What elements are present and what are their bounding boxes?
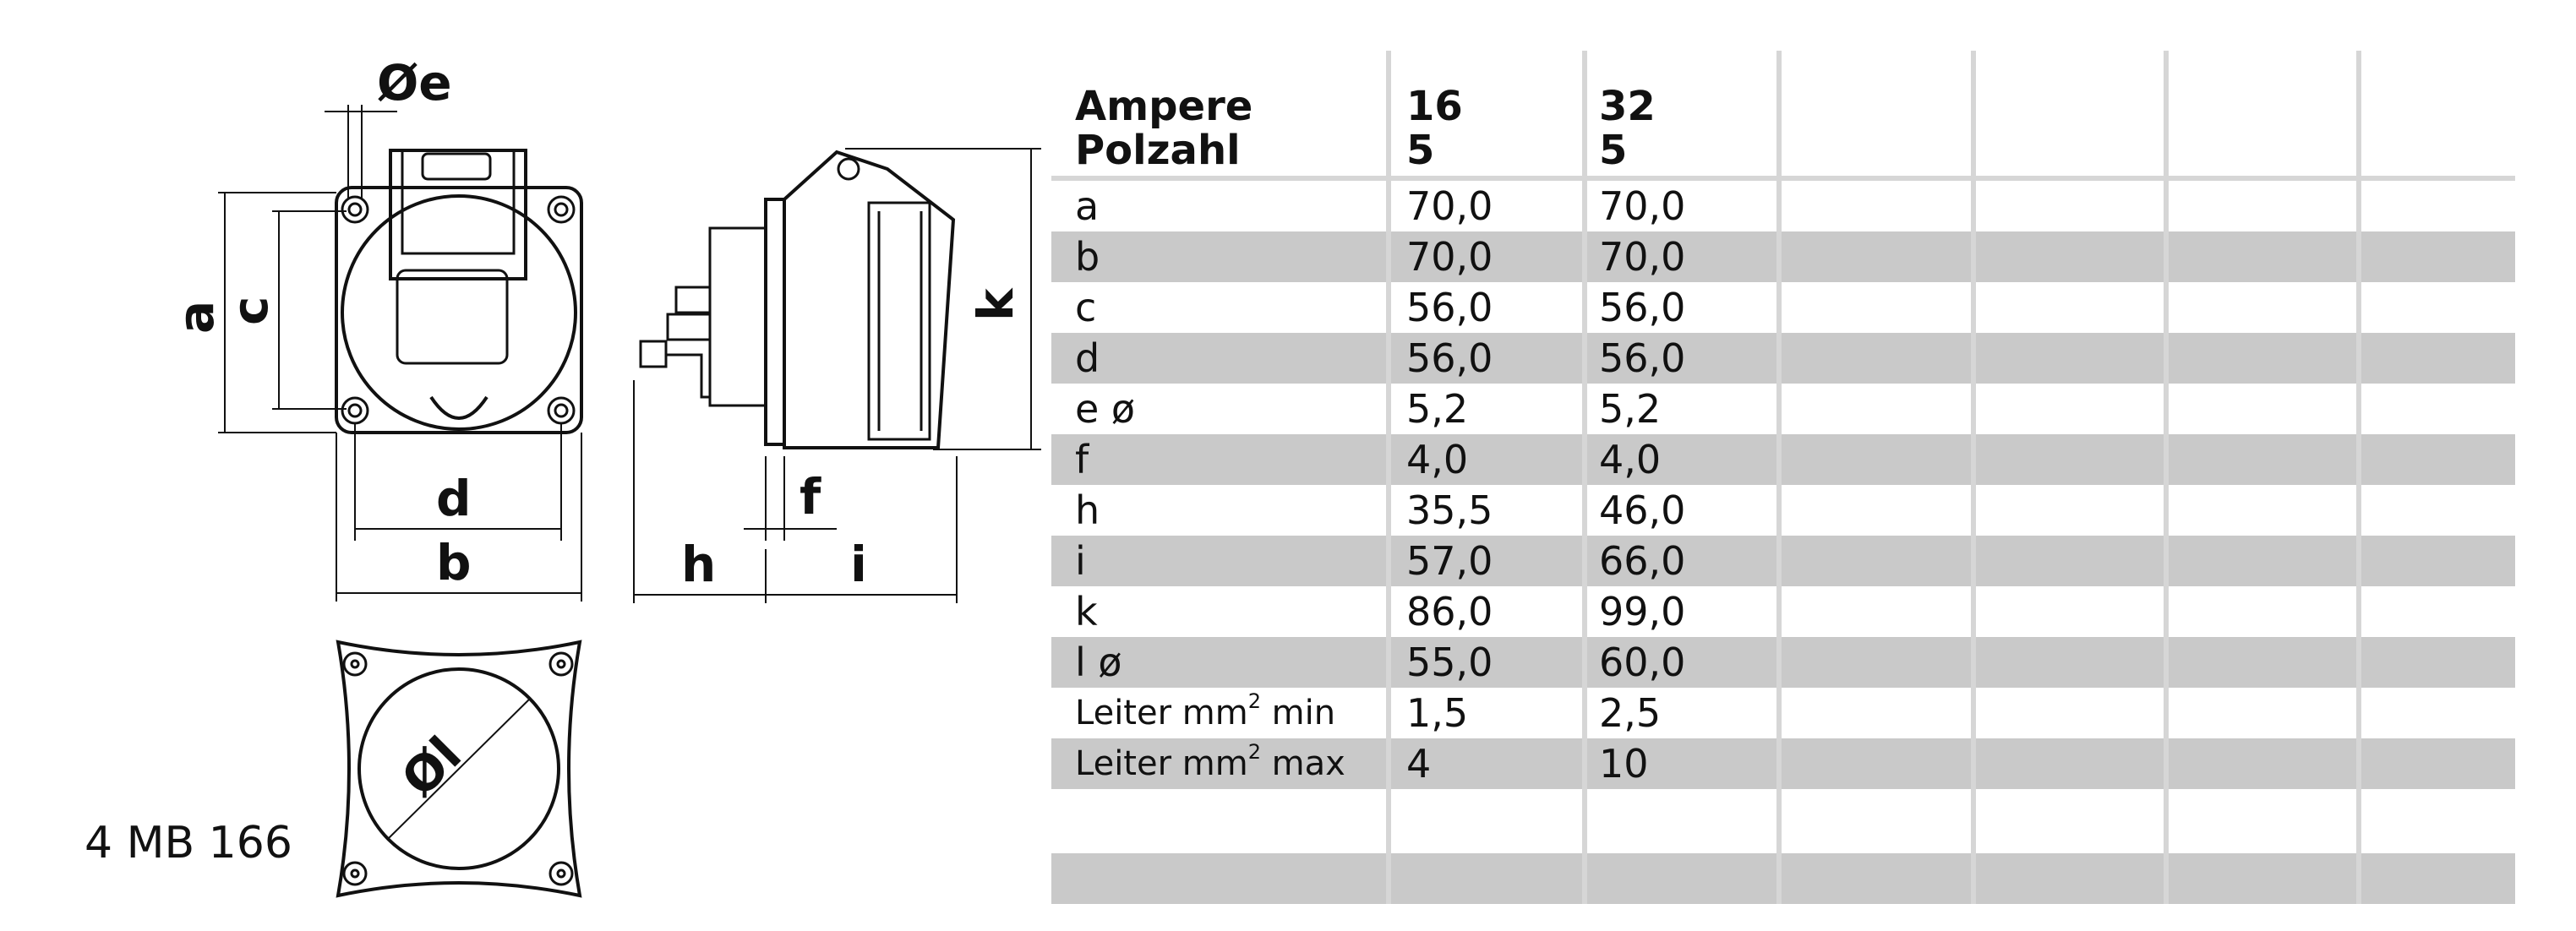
dim-label-a: a <box>167 300 225 334</box>
row-label: i <box>1075 538 1086 584</box>
table-row-leiter-max <box>1051 738 2515 789</box>
table-row-leiter-min <box>1051 688 2515 738</box>
column-divider <box>1386 51 1391 904</box>
row-value-16a: 5,2 <box>1406 386 1469 432</box>
row-label <box>1075 738 1345 789</box>
header-value-2: 32 <box>1599 83 1656 130</box>
technical-drawing <box>0 0 1065 931</box>
table-row <box>1051 637 2515 688</box>
row-label: e ø <box>1075 386 1136 432</box>
row-value-32a: 99,0 <box>1599 589 1686 634</box>
dim-label-c: c <box>221 296 279 325</box>
leiter-sup: 2 <box>1247 740 1261 764</box>
leiter-suffix: min <box>1260 694 1336 732</box>
leiter-prefix: Leiter mm <box>1075 694 1248 732</box>
dim-label-h: h <box>681 536 717 593</box>
row-value-32a: 46,0 <box>1599 487 1686 533</box>
column-divider <box>2356 51 2361 904</box>
row-label: k <box>1075 589 1098 634</box>
side-view <box>641 152 953 448</box>
row-value-32a: 10 <box>1599 741 1649 787</box>
row-value-32a: 60,0 <box>1599 640 1686 685</box>
row-value-32a: 56,0 <box>1599 335 1686 381</box>
dim-label-i: i <box>850 536 867 593</box>
column-divider <box>1776 51 1782 904</box>
row-value-16a: 70,0 <box>1406 183 1493 229</box>
header-label: Polzahl <box>1075 127 1241 174</box>
row-value-16a: 56,0 <box>1406 335 1493 381</box>
table-row <box>1051 282 2515 333</box>
dim-label-l: Øl <box>390 725 472 808</box>
row-value-32a: 4,0 <box>1599 437 1662 482</box>
dim-label-b: b <box>436 534 472 591</box>
row-value-32a: 70,0 <box>1599 183 1686 229</box>
header-value-2: 5 <box>1599 127 1628 174</box>
row-value-16a: 57,0 <box>1406 538 1493 584</box>
row-label: c <box>1075 285 1097 330</box>
row-value-16a: 55,0 <box>1406 640 1493 685</box>
row-value-16a: 70,0 <box>1406 234 1493 280</box>
dim-label-d: d <box>436 470 472 527</box>
row-label: d <box>1075 335 1100 381</box>
row-value-16a: 56,0 <box>1406 285 1493 330</box>
table-header-ampere <box>1051 84 2515 128</box>
header-label: Ampere <box>1075 83 1253 130</box>
table-row <box>1051 384 2515 434</box>
table-row <box>1051 536 2515 586</box>
model-number: 4 MB 166 <box>85 818 292 868</box>
table-row <box>1051 181 2515 231</box>
table-row <box>1051 485 2515 536</box>
row-value-32a: 2,5 <box>1599 690 1662 736</box>
column-divider <box>1971 51 1976 904</box>
table-row-empty <box>1051 853 2515 904</box>
row-value-16a: 35,5 <box>1406 487 1493 533</box>
column-divider <box>2164 51 2169 904</box>
row-value-32a: 66,0 <box>1599 538 1686 584</box>
row-label: h <box>1075 487 1100 533</box>
leiter-suffix: max <box>1260 744 1345 783</box>
row-value-16a: 4 <box>1406 741 1432 787</box>
table-row <box>1051 231 2515 282</box>
spec-table <box>1051 51 2515 904</box>
row-label: a <box>1075 183 1100 229</box>
row-value-32a: 5,2 <box>1599 386 1662 432</box>
column-divider <box>1582 51 1587 904</box>
row-value-16a: 1,5 <box>1406 690 1469 736</box>
table-row-empty <box>1051 789 2515 840</box>
row-label: f <box>1075 437 1089 482</box>
front-view <box>336 150 581 433</box>
row-label: l ø <box>1075 640 1122 685</box>
table-row <box>1051 586 2515 637</box>
table-header-polzahl <box>1051 128 2515 172</box>
dim-label-f: f <box>800 468 821 525</box>
dim-label-e: Øe <box>377 54 452 112</box>
row-value-16a: 4,0 <box>1406 437 1469 482</box>
table-row <box>1051 434 2515 485</box>
row-value-32a: 56,0 <box>1599 285 1686 330</box>
row-value-32a: 70,0 <box>1599 234 1686 280</box>
leiter-prefix: Leiter mm <box>1075 744 1248 783</box>
row-value-16a: 86,0 <box>1406 589 1493 634</box>
row-label <box>1075 688 1335 738</box>
leiter-sup: 2 <box>1247 689 1261 713</box>
table-row <box>1051 333 2515 384</box>
dim-label-k: k <box>967 288 1024 321</box>
header-value-1: 5 <box>1406 127 1435 174</box>
header-value-1: 16 <box>1406 83 1463 130</box>
row-label: b <box>1075 234 1100 280</box>
